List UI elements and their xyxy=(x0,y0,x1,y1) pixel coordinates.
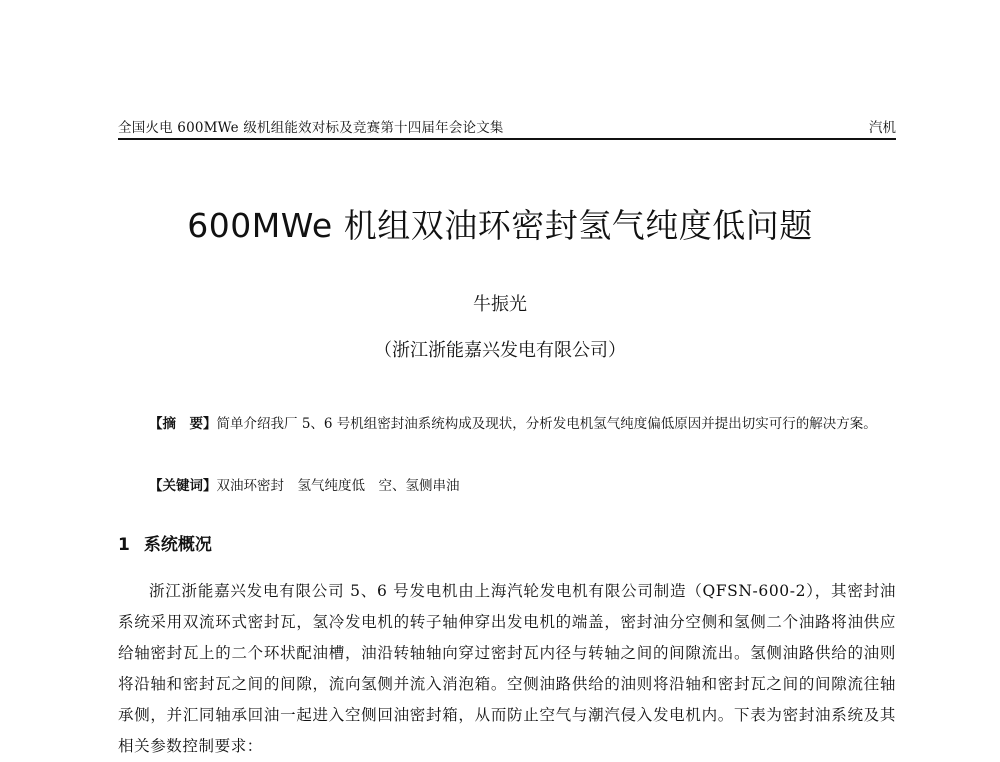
section-title: 系统概况 xyxy=(143,535,212,555)
author-affiliation: （浙江浙能嘉兴发电有限公司） xyxy=(374,340,626,361)
keywords xyxy=(118,474,896,494)
body-paragraph: 浙江浙能嘉兴发电有限公司 5、6 号发电机由上海汽轮发电机有限公司制造（QFSN-600-2），其密封油系统采用双流环式密封瓦，氢冷发电机的转子轴伸穿出发电机的端盖，密封油分空侧和氢侧二个油路将油供应给轴密封瓦上的二个环状配油槽，油沿转轴轴向穿过密封瓦内径与转轴之间的间隙流出。氢侧油路供给的油则将沿轴和密封瓦之间的间隙，流向氢侧并流入消泡箱。空侧油路供给的油则将沿轴和密封瓦之间的间隙流往轴承侧，并汇同轴承回油一起进入空侧回油密封箱，从而防止空气与潮汽侵入发电机内。下表为密封油系统及其相关参数控制要求： xyxy=(118,582,896,755)
section-number: 1 xyxy=(118,535,130,555)
header-category: 汽机 xyxy=(869,120,896,136)
running-header xyxy=(118,116,896,140)
header-journal-title: 全国火电 600MWe 级机组能效对标及竞赛第十四届年会论文集 xyxy=(118,120,504,136)
abstract-text: 简单介绍我厂 5、6 号机组密封油系统构成及现状，分析发电机氢气纯度偏低原因并提出切实可行的解决方案。 xyxy=(216,416,877,432)
author-name: 牛振光 xyxy=(473,294,527,315)
paper-title: 600MWe 机组双油环密封氢气纯度低问题 xyxy=(187,206,813,245)
keywords-text: 双油环密封 氢气纯度低 空、氢侧串油 xyxy=(216,478,460,494)
keywords-label: 【关键词】 xyxy=(149,478,217,494)
abstract xyxy=(118,412,896,436)
section-heading xyxy=(118,530,212,555)
abstract-label: 【摘 要】 xyxy=(149,416,217,432)
